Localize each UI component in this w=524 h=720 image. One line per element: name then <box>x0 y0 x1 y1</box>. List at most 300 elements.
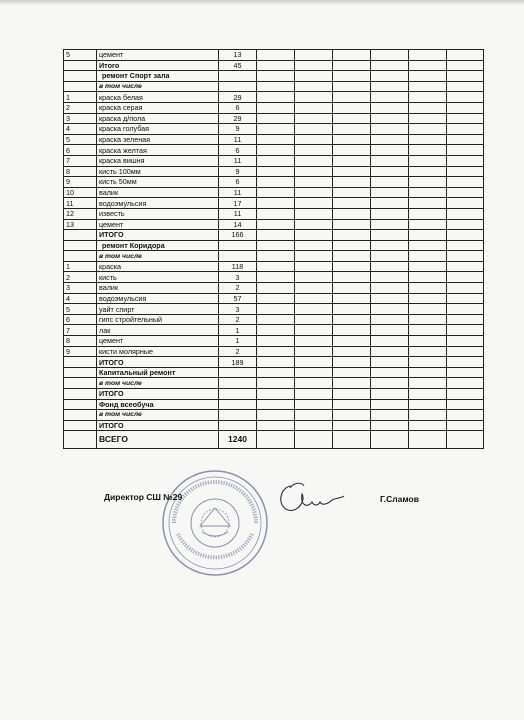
item-name: в том числе <box>97 378 219 389</box>
empty-cell <box>295 357 333 368</box>
empty-cell <box>257 230 295 241</box>
item-quantity: 2 <box>219 283 257 294</box>
row-number: 11 <box>64 198 97 209</box>
empty-cell <box>447 420 484 431</box>
empty-cell <box>409 145 447 156</box>
empty-cell <box>371 71 409 82</box>
empty-cell <box>295 240 333 251</box>
empty-cell <box>447 134 484 145</box>
empty-cell <box>409 399 447 410</box>
table-row <box>64 293 484 304</box>
empty-cell <box>295 304 333 315</box>
empty-cell <box>447 177 484 188</box>
empty-cell <box>295 124 333 135</box>
row-number <box>64 399 97 410</box>
empty-cell <box>371 113 409 124</box>
empty-cell <box>295 261 333 272</box>
empty-cell <box>257 261 295 272</box>
empty-cell <box>333 336 371 347</box>
empty-cell <box>333 155 371 166</box>
empty-cell <box>409 177 447 188</box>
empty-cell <box>333 378 371 389</box>
empty-cell <box>295 113 333 124</box>
empty-cell <box>295 71 333 82</box>
empty-cell <box>257 208 295 219</box>
row-number: 2 <box>64 272 97 283</box>
director-label: Директор СШ №29 <box>104 492 183 502</box>
item-quantity: 29 <box>219 113 257 124</box>
table-row <box>64 261 484 272</box>
empty-cell <box>333 187 371 198</box>
row-number: 6 <box>64 314 97 325</box>
empty-cell <box>295 177 333 188</box>
empty-cell <box>333 92 371 103</box>
empty-cell <box>371 240 409 251</box>
empty-cell <box>295 399 333 410</box>
table-row <box>64 251 484 262</box>
item-name: водоэмульсия <box>97 293 219 304</box>
empty-cell <box>409 389 447 400</box>
empty-cell <box>295 230 333 241</box>
empty-cell <box>295 346 333 357</box>
empty-cell <box>371 134 409 145</box>
table-row <box>64 124 484 135</box>
item-quantity <box>219 240 257 251</box>
empty-cell <box>371 60 409 71</box>
row-number: 7 <box>64 155 97 166</box>
empty-cell <box>371 187 409 198</box>
official-seal-stamp <box>160 468 270 578</box>
table-row <box>64 50 484 61</box>
item-name: Фонд всеобуча <box>97 399 219 410</box>
empty-cell <box>447 283 484 294</box>
table-row <box>64 219 484 230</box>
table-row <box>64 81 484 92</box>
table-row <box>64 304 484 315</box>
empty-cell <box>447 155 484 166</box>
empty-cell <box>371 177 409 188</box>
table-row <box>64 177 484 188</box>
row-number <box>64 230 97 241</box>
item-quantity: 14 <box>219 219 257 230</box>
empty-cell <box>257 60 295 71</box>
empty-cell <box>257 198 295 209</box>
row-number <box>64 251 97 262</box>
empty-cell <box>447 378 484 389</box>
empty-cell <box>447 166 484 177</box>
table-row <box>64 399 484 410</box>
empty-cell <box>333 357 371 368</box>
empty-cell <box>257 399 295 410</box>
empty-cell <box>295 283 333 294</box>
empty-cell <box>295 92 333 103</box>
empty-cell <box>295 325 333 336</box>
empty-cell <box>333 346 371 357</box>
empty-cell <box>295 50 333 61</box>
empty-cell <box>447 293 484 304</box>
empty-cell <box>409 378 447 389</box>
item-name: валик <box>97 187 219 198</box>
empty-cell <box>447 92 484 103</box>
empty-cell <box>295 187 333 198</box>
empty-cell <box>257 367 295 378</box>
item-quantity: 2 <box>219 314 257 325</box>
empty-cell <box>371 283 409 294</box>
item-quantity: 1 <box>219 325 257 336</box>
row-number: 6 <box>64 145 97 156</box>
item-quantity: 17 <box>219 198 257 209</box>
empty-cell <box>447 187 484 198</box>
empty-cell <box>333 124 371 135</box>
empty-cell <box>447 71 484 82</box>
empty-cell <box>295 198 333 209</box>
empty-cell <box>333 240 371 251</box>
empty-cell <box>409 134 447 145</box>
empty-cell <box>409 198 447 209</box>
empty-cell <box>295 293 333 304</box>
empty-cell <box>409 367 447 378</box>
empty-cell <box>409 166 447 177</box>
item-name: ВСЕГО <box>97 431 219 449</box>
item-name: краска вишня <box>97 155 219 166</box>
empty-cell <box>257 336 295 347</box>
empty-cell <box>295 389 333 400</box>
empty-cell <box>409 357 447 368</box>
table-row <box>64 272 484 283</box>
empty-cell <box>333 113 371 124</box>
row-number <box>64 71 97 82</box>
empty-cell <box>333 251 371 262</box>
empty-cell <box>257 187 295 198</box>
empty-cell <box>447 336 484 347</box>
empty-cell <box>257 145 295 156</box>
item-name: ИТОГО <box>97 230 219 241</box>
empty-cell <box>333 367 371 378</box>
empty-cell <box>447 357 484 368</box>
table-row <box>64 336 484 347</box>
item-quantity: 6 <box>219 102 257 113</box>
item-quantity: 189 <box>219 357 257 368</box>
empty-cell <box>295 155 333 166</box>
empty-cell <box>371 230 409 241</box>
item-quantity <box>219 81 257 92</box>
row-number <box>64 367 97 378</box>
empty-cell <box>257 166 295 177</box>
empty-cell <box>295 367 333 378</box>
empty-cell <box>447 230 484 241</box>
empty-cell <box>447 431 484 449</box>
item-quantity: 29 <box>219 92 257 103</box>
empty-cell <box>409 420 447 431</box>
table-row <box>64 230 484 241</box>
empty-cell <box>333 219 371 230</box>
empty-cell <box>447 304 484 315</box>
item-name: Итого <box>97 60 219 71</box>
empty-cell <box>371 378 409 389</box>
empty-cell <box>447 50 484 61</box>
table-row <box>64 378 484 389</box>
item-quantity: 13 <box>219 50 257 61</box>
empty-cell <box>447 367 484 378</box>
table-row <box>64 325 484 336</box>
empty-cell <box>371 81 409 92</box>
empty-cell <box>333 166 371 177</box>
empty-cell <box>371 420 409 431</box>
empty-cell <box>257 92 295 103</box>
empty-cell <box>257 378 295 389</box>
empty-cell <box>371 166 409 177</box>
item-name: в том числе <box>97 410 219 421</box>
empty-cell <box>333 431 371 449</box>
empty-cell <box>333 102 371 113</box>
table-row <box>64 134 484 145</box>
empty-cell <box>295 272 333 283</box>
empty-cell <box>409 219 447 230</box>
item-name: краска серая <box>97 102 219 113</box>
empty-cell <box>333 230 371 241</box>
empty-cell <box>409 240 447 251</box>
table-row <box>64 367 484 378</box>
empty-cell <box>257 177 295 188</box>
empty-cell <box>371 410 409 421</box>
empty-cell <box>371 336 409 347</box>
item-quantity: 2 <box>219 346 257 357</box>
item-name: цемент <box>97 50 219 61</box>
item-quantity: 166 <box>219 230 257 241</box>
item-quantity <box>219 399 257 410</box>
empty-cell <box>447 198 484 209</box>
empty-cell <box>409 314 447 325</box>
table-row <box>64 92 484 103</box>
empty-cell <box>257 314 295 325</box>
empty-cell <box>371 357 409 368</box>
empty-cell <box>333 60 371 71</box>
empty-cell <box>371 198 409 209</box>
empty-cell <box>257 240 295 251</box>
table-row <box>64 389 484 400</box>
item-name: краска желтая <box>97 145 219 156</box>
item-name: кисть 100мм <box>97 166 219 177</box>
item-name: ИТОГО <box>97 389 219 400</box>
empty-cell <box>333 177 371 188</box>
row-number: 2 <box>64 102 97 113</box>
row-number: 1 <box>64 261 97 272</box>
item-quantity: 11 <box>219 134 257 145</box>
row-number: 9 <box>64 177 97 188</box>
row-number: 1 <box>64 92 97 103</box>
empty-cell <box>409 50 447 61</box>
table-row <box>64 410 484 421</box>
empty-cell <box>409 187 447 198</box>
empty-cell <box>295 251 333 262</box>
empty-cell <box>257 71 295 82</box>
row-number: 4 <box>64 293 97 304</box>
empty-cell <box>333 145 371 156</box>
empty-cell <box>257 81 295 92</box>
empty-cell <box>409 325 447 336</box>
empty-cell <box>371 155 409 166</box>
empty-cell <box>295 81 333 92</box>
table-row <box>64 166 484 177</box>
empty-cell <box>447 272 484 283</box>
empty-cell <box>295 410 333 421</box>
item-quantity: 45 <box>219 60 257 71</box>
empty-cell <box>371 346 409 357</box>
item-quantity: 3 <box>219 272 257 283</box>
row-number <box>64 81 97 92</box>
item-name: валик <box>97 283 219 294</box>
item-name: цемент <box>97 219 219 230</box>
item-quantity: 11 <box>219 187 257 198</box>
empty-cell <box>447 346 484 357</box>
item-quantity <box>219 420 257 431</box>
row-number: 13 <box>64 219 97 230</box>
empty-cell <box>371 389 409 400</box>
row-number: 4 <box>64 124 97 135</box>
empty-cell <box>295 219 333 230</box>
empty-cell <box>257 420 295 431</box>
empty-cell <box>447 208 484 219</box>
empty-cell <box>333 410 371 421</box>
handwritten-signature <box>272 476 352 520</box>
table-row <box>64 346 484 357</box>
item-quantity <box>219 389 257 400</box>
row-number: 5 <box>64 134 97 145</box>
item-name: ремонт Коридора <box>97 240 219 251</box>
item-name: гипс стройтельный <box>97 314 219 325</box>
empty-cell <box>295 431 333 449</box>
empty-cell <box>257 251 295 262</box>
empty-cell <box>371 367 409 378</box>
item-quantity <box>219 367 257 378</box>
empty-cell <box>257 325 295 336</box>
item-name: уайт спирт <box>97 304 219 315</box>
empty-cell <box>371 325 409 336</box>
empty-cell <box>409 283 447 294</box>
table-row <box>64 240 484 251</box>
empty-cell <box>257 134 295 145</box>
row-number: 8 <box>64 166 97 177</box>
empty-cell <box>447 113 484 124</box>
empty-cell <box>371 102 409 113</box>
empty-cell <box>333 420 371 431</box>
empty-cell <box>295 208 333 219</box>
empty-cell <box>257 219 295 230</box>
empty-cell <box>371 314 409 325</box>
item-name: кисть 50мм <box>97 177 219 188</box>
empty-cell <box>409 431 447 449</box>
row-number: 5 <box>64 304 97 315</box>
empty-cell <box>447 325 484 336</box>
item-name: ИТОГО <box>97 357 219 368</box>
row-number <box>64 389 97 400</box>
item-quantity: 11 <box>219 208 257 219</box>
empty-cell <box>409 251 447 262</box>
empty-cell <box>447 60 484 71</box>
empty-cell <box>447 102 484 113</box>
empty-cell <box>447 389 484 400</box>
empty-cell <box>447 314 484 325</box>
item-quantity: 9 <box>219 166 257 177</box>
row-number: 9 <box>64 346 97 357</box>
empty-cell <box>295 134 333 145</box>
empty-cell <box>257 283 295 294</box>
empty-cell <box>295 420 333 431</box>
empty-cell <box>333 325 371 336</box>
table-row <box>64 71 484 82</box>
item-quantity <box>219 251 257 262</box>
item-name: ИТОГО <box>97 420 219 431</box>
row-number: 12 <box>64 208 97 219</box>
empty-cell <box>371 124 409 135</box>
empty-cell <box>333 293 371 304</box>
empty-cell <box>257 410 295 421</box>
empty-cell <box>257 431 295 449</box>
empty-cell <box>333 261 371 272</box>
empty-cell <box>409 155 447 166</box>
empty-cell <box>447 261 484 272</box>
table-row <box>64 431 484 449</box>
empty-cell <box>409 113 447 124</box>
item-name: краска белая <box>97 92 219 103</box>
empty-cell <box>447 219 484 230</box>
item-quantity: 1 <box>219 336 257 347</box>
item-quantity: 57 <box>219 293 257 304</box>
item-quantity: 9 <box>219 124 257 135</box>
row-number: 5 <box>64 50 97 61</box>
empty-cell <box>409 293 447 304</box>
empty-cell <box>447 251 484 262</box>
item-name: известь <box>97 208 219 219</box>
empty-cell <box>409 336 447 347</box>
empty-cell <box>295 378 333 389</box>
row-number: 3 <box>64 283 97 294</box>
table-row <box>64 145 484 156</box>
item-quantity <box>219 410 257 421</box>
table-row <box>64 155 484 166</box>
empty-cell <box>295 166 333 177</box>
empty-cell <box>409 81 447 92</box>
empty-cell <box>409 60 447 71</box>
empty-cell <box>333 283 371 294</box>
item-name: краска д/пола <box>97 113 219 124</box>
item-name: краска голубая <box>97 124 219 135</box>
page-edge-shadow <box>0 0 524 6</box>
empty-cell <box>371 219 409 230</box>
empty-cell <box>333 81 371 92</box>
table-row <box>64 283 484 294</box>
empty-cell <box>371 145 409 156</box>
table-row <box>64 102 484 113</box>
empty-cell <box>409 304 447 315</box>
item-name: кисти молярные <box>97 346 219 357</box>
item-name: краска <box>97 261 219 272</box>
empty-cell <box>333 208 371 219</box>
item-name: в том числе <box>97 251 219 262</box>
table-row <box>64 187 484 198</box>
item-quantity: 11 <box>219 155 257 166</box>
item-name: водоэмульсия <box>97 198 219 209</box>
item-name: цемент <box>97 336 219 347</box>
empty-cell <box>409 92 447 103</box>
empty-cell <box>257 272 295 283</box>
empty-cell <box>257 155 295 166</box>
empty-cell <box>257 357 295 368</box>
expense-table <box>63 49 484 449</box>
empty-cell <box>333 314 371 325</box>
empty-cell <box>295 314 333 325</box>
empty-cell <box>371 272 409 283</box>
